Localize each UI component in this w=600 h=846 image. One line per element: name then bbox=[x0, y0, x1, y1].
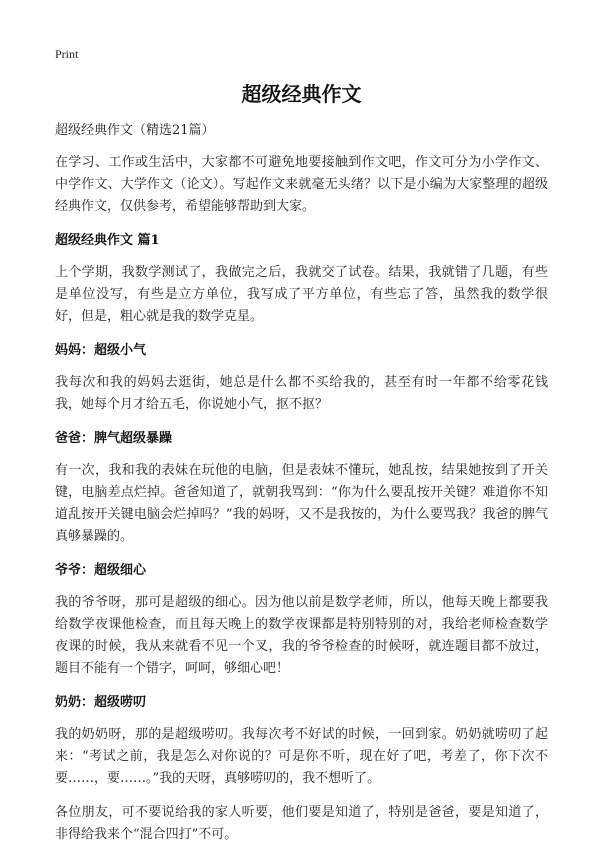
section-heading-mom: 妈妈：超级小气 bbox=[55, 343, 147, 358]
section-body-mom: 我每次和我的妈妈去逛街，她总是什么都不买给我的，甚至有时一年都不给零花钱我，她每个月才给五毛，你说她小气，抠不抠？ bbox=[55, 375, 548, 412]
section-body-grandpa: 我的爷爷呀，那可是超级的细心。因为他以前是数学老师，所以，他每天晚上都要我给数学夜课他检查，而且每天晚上的数学夜课都是特别特别的对，我给老师检查数学夜课的时候，我从来就看不见一个叉，我的爷爷检查的时候呀，就连题目都不放过，题目不能有一个错字，呵呵，够细心吧！ bbox=[55, 595, 548, 676]
section-heading-grandpa: 爷爷：超级细心 bbox=[55, 563, 147, 578]
section-body-dad: 有一次，我和我的表妹在玩他的电脑，但是表妹不懂玩，她乱按，结果她按到了开关键，电脑差点烂掉。爸爸知道了，就朝我骂到：“你为什么要乱按开关键？难道你不知道乱按开关键电脑会烂掉吗？”我的妈呀，又不是我按的，为什么要骂我？我爸的脾气真够暴躁的。 bbox=[55, 463, 548, 544]
intro-paragraph: 在学习、工作或生活中，大家都不可避免地要接触到作文吧，作文可分为小学作文、中学作文、大学作文（论文）。写起作文来就毫无头绪？以下是小编为大家整理的超级经典作文，仅供参考，希望能够帮助到大家。 bbox=[55, 155, 548, 214]
page-title: 超级经典作文 bbox=[241, 82, 362, 106]
document-subtitle: 超级经典作文（精选21篇） bbox=[55, 123, 215, 138]
section-heading-1: 超级经典作文 篇1 bbox=[55, 233, 160, 248]
section-heading-dad: 爸爸：脾气超级暴躁 bbox=[55, 431, 173, 446]
print-link[interactable]: Print bbox=[55, 47, 79, 61]
section-body-grandma: 我的奶奶呀，那的是超级唠叨。我每次考不好试的时候，一回到家。奶奶就唠叨了起来：“考试之前，我是怎么对你说的？可是你不听，现在好了吧，考差了，你下次不要……，要……。”我的天呀，真够唠叨的，我不想听了。 bbox=[55, 727, 548, 786]
closing-paragraph: 各位朋友，可不要说给我的家人听要，他们要是知道了，特别是爸爸，要是知道了，非得给我来个“混合四打”不可。 bbox=[55, 805, 548, 842]
section-body-1: 上个学期，我数学测试了，我做完之后，我就交了试卷。结果，我就错了几题，有些是单位没写，有些是立方单位，我写成了平方单位，有些忘了答，虽然我的数学很好，但是，粗心就是我的数学克星。 bbox=[55, 265, 548, 324]
section-heading-grandma: 奶奶：超级唠叨 bbox=[55, 695, 147, 710]
